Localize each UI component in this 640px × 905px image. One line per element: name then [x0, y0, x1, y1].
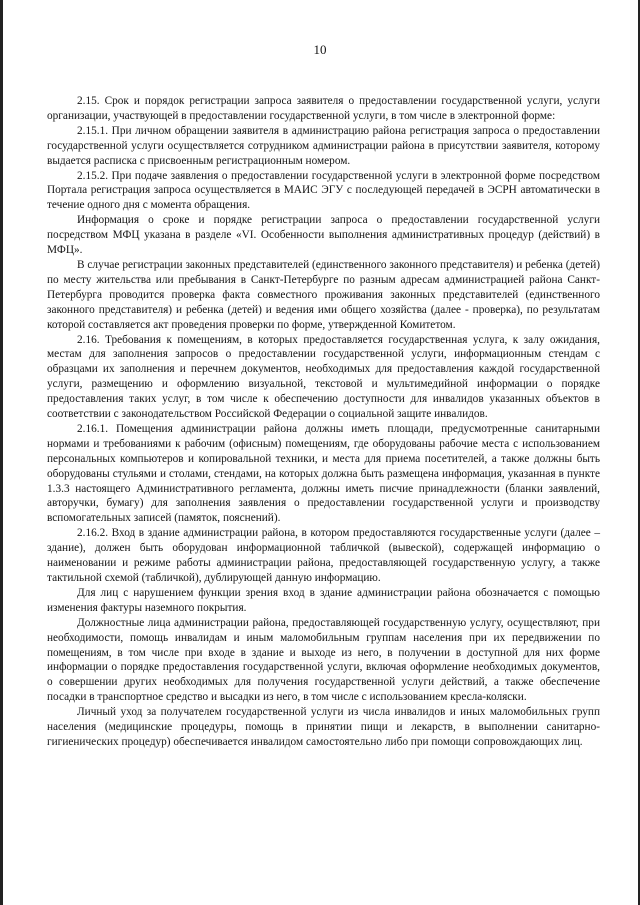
paragraph-2-16: 2.16. Требования к помещениям, в которых предоставляется государственная услуга, к залу ожидания, местам для заполнения запросов о предоставлении государственной услуги, информационным стендам с образцами их заполнения и перечнем документов, необходимых для предоставления каждой государственной услуги, размещению и оформлению визуальной, текстовой и мультимедийной информации о порядке предоставления таких услуг, в том числе к обеспечению доступности для инвалидов указанных объектов в соответствии с законодательством Российской Федерации о социальной защите инвалидов. [47, 333, 600, 421]
paragraph-2-15-1: 2.15.1. При личном обращении заявителя в администрацию района регистрация запроса о предоставлении государственной услуги осуществляется сотрудником администрации района в присутствии заявителя, которому выдается расписка с присвоенным регистрационным номером. [47, 124, 600, 167]
paragraph-2-15-2: 2.15.2. При подаче заявления о предоставлении государственной услуги в электронной форме посредством Портала регистрация запроса осуществляется в МАИС ЭГУ с последующей передачей в ЭСРН автоматически в течение одного дня с момента обращения. [47, 169, 600, 212]
paragraph-mfc-info: Информация о сроке и порядке регистрации запроса о предоставлении государственной услуги посредством МФЦ указана в разделе «VI. Особенности выполнения административных процедур (действий) в МФЦ». [47, 214, 600, 257]
paragraph-registration-check: В случае регистрации законных представителей (единственного законного представителя) и ребенка (детей) по месту жительства или пребывания в Санкт-Петербурге по разным адресам администрацией района Санкт-Петербурга проводится проверка факта совместного проживания законных представителей (единственного законного представителя) и ребенка (детей) и ведения ими общего хозяйства (далее - проверка), по результатам которой составляется акт проведения проверки по форме, утвержденной Комитетом. [47, 258, 600, 331]
paragraph-personal-care: Личный уход за получателем государственной услуги из числа инвалидов и иных маломобильных групп населения (медицинские процедуры, помощь в принятии пищи и лекарств, в выполнении санитарно-гигиенических процедур) обеспечивается инвалидом самостоятельно либо при помощи сопровождающих лиц. [47, 706, 600, 748]
paragraph-2-16-1: 2.16.1. Помещения администрации района должны иметь площади, предусмотренные санитарными нормами и требованиями к рабочим (офисным) помещениям, где оборудованы рабочие места с использованием персональных компьютеров и копировальной техники, и места для приема посетителей, а также должны быть оборудованы стульями и столами, стендами, на которых должна быть размещена информация, указанная в пункте 1.3.3 настоящего Административного регламента, должны иметь писчие принадлежности (бланки заявлений, авторучки, бумагу) для заполнения заявления о предоставлении государственной услуги и производству вспомогательных записей (памяток, пояснений). [47, 422, 600, 525]
paragraph-vision-impaired: Для лиц с нарушением функции зрения вход в здание администрации района обозначается с помощью изменения фактуры наземного покрытия. [47, 586, 600, 614]
paragraph-2-15: 2.15. Срок и порядок регистрации запроса заявителя о предоставлении государственной услуги, услуги организации, участвующей в предоставлении государственной услуги, в том числе в электронной форме: [47, 95, 600, 122]
document-body [47, 94, 600, 750]
paragraph-2-16-2: 2.16.2. Вход в здание администрации района, в котором предоставляются государственные услуги (далее – здание), должен быть оборудован информационной табличкой (вывеской), содержащей информацию о наименовании и режиме работы администрации района, предоставляющей государственную услугу, а также тактильной схемой (табличкой), дублирующей данную информацию. [47, 527, 600, 584]
page-number: 10 [313, 42, 327, 57]
scan-left-edge [0, 0, 3, 905]
paragraph-officials-assistance: Должностные лица администрации района, предоставляющей государственную услугу, осуществляют, при необходимости, помощь инвалидам и иным маломобильным группам населения при их передвижении по помещениям, в том числе при входе в здание и выходе из него, в получении в доступной для них форме информации о порядке предоставления государственной услуги, включая оформление необходимых документов, о совершении других необходимых для получения государственной услуги действий, а также обеспечение посадки в транспортное средство и высадки из него, в том числе с использованием кресла-коляски. [47, 616, 600, 704]
